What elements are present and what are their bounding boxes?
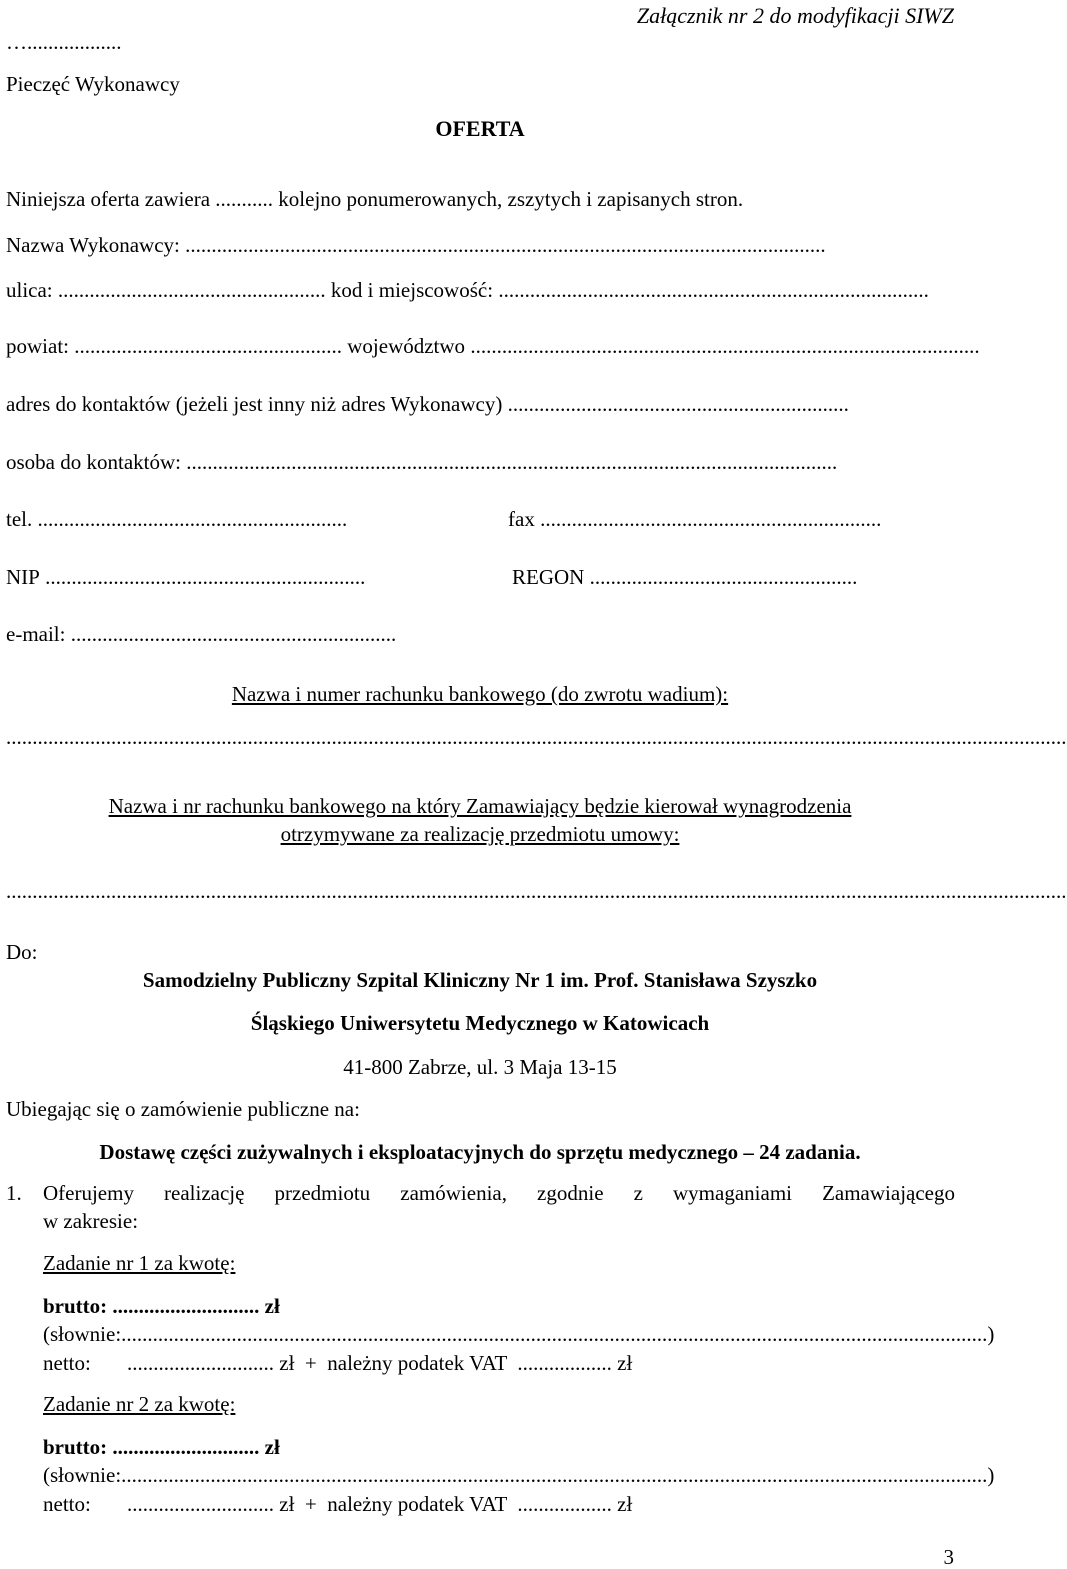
page-title: OFERTA <box>435 116 525 141</box>
task-1-netto-text: ............................ zł + należny podatek VAT .................. zł <box>127 1351 633 1375</box>
nip-field <box>6 565 476 589</box>
task-2-slownie-prefix: (słownie: <box>43 1463 122 1487</box>
contact-person-row <box>6 450 952 474</box>
task-2-netto-text: ............................ zł + należny podatek VAT .................. zł <box>127 1492 633 1516</box>
recipient-address: 41-800 Zabrze, ul. 3 Maja 13-15 <box>343 1055 617 1079</box>
contractor-name-row <box>6 233 952 257</box>
intro-prefix: Niniejsza oferta zawiera <box>6 187 211 211</box>
street-dots: ................................................... <box>57 278 326 302</box>
task-2-slownie-row <box>43 1463 995 1487</box>
email-dots: .............................................................. <box>70 622 397 646</box>
task-2-netto-label: netto: <box>43 1492 91 1516</box>
tel-label: tel. <box>6 507 33 531</box>
point-text-line2: w zakresie: <box>43 1209 139 1233</box>
province-dots: ................................................................................................. <box>470 334 980 358</box>
street-row <box>6 278 952 302</box>
email-field <box>6 622 486 646</box>
task-1-netto-label: netto: <box>43 1351 91 1375</box>
intro-row <box>6 187 952 211</box>
nip-dots: ............................................................. <box>45 565 366 589</box>
regon-field <box>512 565 952 589</box>
task-2-title: Zadanie nr 2 za kwotę: <box>43 1392 236 1416</box>
contractor-name-dots: .......................................................................................................................... <box>185 233 826 257</box>
attachment-label: Załącznik nr 2 do modyfikacji SIWZ <box>636 3 954 28</box>
tel-dots: ........................................................... <box>37 507 348 531</box>
street-label: ulica: <box>6 278 53 302</box>
payment-account-label-line2: otrzymywane za realizację przedmiotu umowy: <box>280 822 680 846</box>
intro-suffix: kolejno ponumerowanych, zszytych i zapisanych stron. <box>278 187 744 211</box>
task-2-brutto: brutto: ............................ zł <box>43 1435 280 1459</box>
fax-label: fax <box>508 507 535 531</box>
point-number: 1. <box>6 1181 22 1205</box>
page-number: 3 <box>943 1545 954 1569</box>
province-label: województwo <box>347 334 466 358</box>
nip-label: NIP <box>6 565 40 589</box>
city-dots: .................................................................................. <box>498 278 929 302</box>
recipient-line1: Samodzielny Publiczny Szpital Kliniczny Nr 1 im. Prof. Stanisława Szyszko <box>142 968 818 992</box>
deposit-account-label: Nazwa i numer rachunku bankowego (do zwrotu wadium): <box>231 682 729 706</box>
applying-label: Ubiegając się o zamówienie publiczne na: <box>6 1097 360 1121</box>
city-label: kod i miejscowość: <box>330 278 494 302</box>
task-1-slownie-dots: ..................................................................................................................................................................... <box>121 1322 988 1346</box>
task-1-slownie-row <box>43 1322 995 1346</box>
tender-subject: Dostawę części zużywalnych i eksploatacyjnych do sprzętu medycznego – 24 zadania. <box>99 1140 861 1164</box>
task-2-slownie-dots: ..................................................................................................................................................................... <box>121 1463 988 1487</box>
contact-address-label: adres do kontaktów (jeżeli jest inny niż adres Wykonawcy) <box>6 392 503 416</box>
payment-account-label-line1: Nazwa i nr rachunku bankowego na który Zamawiający będzie kierował wynagrodzenia <box>108 794 852 818</box>
contact-address-dots: ................................................................. <box>507 392 849 416</box>
task-1-title: Zadanie nr 1 za kwotę: <box>43 1251 236 1275</box>
fax-field <box>508 507 952 531</box>
point-text-line1: Oferujemy realizację przedmiotu zamówienia, zgodnie z wymaganiami Zamawiającego <box>43 1181 955 1205</box>
task-1-slownie-suffix: ) <box>987 1322 995 1346</box>
email-label: e-mail: <box>6 622 66 646</box>
task-1-brutto: brutto: ............................ zł <box>43 1294 280 1318</box>
task-1-slownie-prefix: (słownie: <box>43 1322 122 1346</box>
task-2-slownie-suffix: ) <box>987 1463 995 1487</box>
to-label: Do: <box>6 940 38 964</box>
county-row <box>6 334 980 358</box>
contact-person-dots: ............................................................................................................................ <box>186 450 838 474</box>
regon-label: REGON <box>512 565 585 589</box>
contractor-name-label: Nazwa Wykonawcy: <box>6 233 180 257</box>
contact-person-label: osoba do kontaktów: <box>6 450 181 474</box>
intro-dots: ........... <box>215 187 274 211</box>
payment-account-dots: .......................................................................................................................................................................................................... <box>6 879 1067 903</box>
county-label: powiat: <box>6 334 69 358</box>
stamp-label: Pieczęć Wykonawcy <box>6 72 180 96</box>
deposit-account-dots: .......................................................................................................................................................................................................... <box>6 725 1067 749</box>
regon-dots: ................................................... <box>589 565 858 589</box>
county-dots: ................................................... <box>74 334 342 358</box>
fax-dots: ................................................................. <box>540 507 882 531</box>
recipient-line2: Śląskiego Uniwersytetu Medycznego w Katowicach <box>250 1011 710 1035</box>
contact-address-row <box>6 392 952 416</box>
stamp-dots: ….................. <box>6 30 122 54</box>
tel-field <box>6 507 476 531</box>
